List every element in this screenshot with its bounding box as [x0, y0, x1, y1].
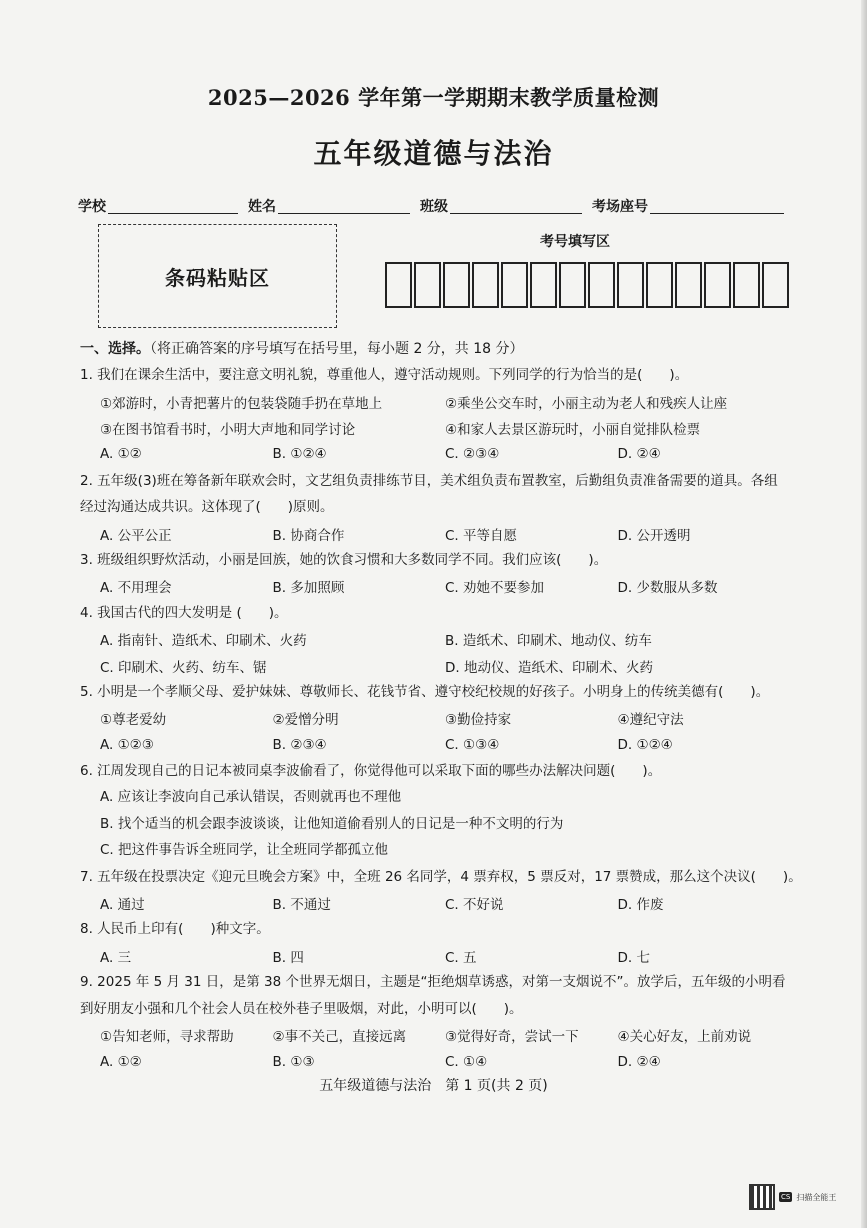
option-b[interactable]: B. 多加照顾 [272, 580, 345, 597]
option-d[interactable]: D. ①②④ [617, 736, 673, 753]
exam-number-box[interactable] [530, 262, 557, 308]
statement-list [80, 388, 790, 414]
exam-number-box[interactable] [675, 262, 702, 308]
option-c[interactable]: C. ②③④ [445, 446, 500, 463]
school-label: 学校 [78, 199, 106, 215]
student-info-row [78, 192, 808, 216]
option-c[interactable]: C. 五 [445, 949, 477, 966]
option-b[interactable]: B. ①③ [272, 1053, 315, 1070]
option-a[interactable]: A. 应该让李波向自己承认错误，否则就再也不理他 [100, 789, 402, 806]
subject-title: 五年级道德与法治 [313, 137, 554, 170]
question-list [80, 362, 802, 1075]
statement-list [80, 705, 790, 731]
exam-number-box[interactable] [617, 262, 644, 308]
barcode-label: 条码粘贴区 [165, 265, 270, 290]
option-c[interactable]: C. 印刷术、火药、纺车、锯 [100, 659, 267, 676]
question-6: 6. 江周发现自己的日记本被同桌李波偷看了，你觉得他可以采取下面的哪些办法解决问题( )。 [80, 762, 662, 779]
camscanner-logo: CS [781, 1193, 791, 1201]
option-list [80, 573, 790, 599]
statement-list [80, 1022, 790, 1048]
exam-number-box[interactable] [733, 262, 760, 308]
question-7: 7. 五年级在投票决定《迎元旦晚会方案》中，全班 26 名同学，4 票弃权，5 票反对，17 票赞成，那么这个决议( )。 [80, 868, 802, 885]
option-a[interactable]: A. 三 [100, 949, 132, 966]
exam-number-boxes [385, 262, 789, 308]
barcode-area [98, 224, 337, 328]
option-a[interactable]: A. 通过 [100, 897, 145, 914]
option-c[interactable]: C. 不好说 [445, 897, 504, 914]
question-5: 5. 小明是一个孝顺父母、爱护妹妹、尊敬师长、花钱节省、遵守校纪校规的好孩子。小明身上的传统美德有( )。 [80, 683, 770, 700]
option-list [80, 626, 790, 652]
exam-number-box[interactable] [443, 262, 470, 308]
watermark-text: 扫描全能王 [796, 1192, 837, 1202]
statement-item: ②爱憎分明 [272, 712, 339, 729]
option-d[interactable]: D. 七 [617, 949, 650, 966]
statement-item: ③勤俭持家 [445, 712, 512, 729]
section-note: （将正确答案的序号填写在括号里，每小题 2 分，共 18 分） [150, 341, 524, 357]
class-label: 班级 [420, 199, 448, 215]
statement-item: ③在图书馆看书时，小明大声地和同学讨论 [100, 421, 356, 438]
option-a[interactable]: A. 不用理会 [100, 580, 172, 597]
name-field[interactable] [278, 197, 410, 214]
statement-item: ④关心好友，上前劝说 [617, 1029, 752, 1046]
option-a[interactable]: A. ①② [100, 1053, 142, 1070]
qr-code-icon [749, 1184, 775, 1210]
question-4: 4. 我国古代的四大发明是 ( )。 [80, 604, 288, 621]
option-d[interactable]: D. ②④ [617, 446, 661, 463]
statement-item: ②乘坐公交车时，小丽主动为老人和残疾人让座 [445, 395, 728, 412]
exam-number-box[interactable] [559, 262, 586, 308]
section-title: 一、选择。 [80, 341, 150, 357]
exam-number-box[interactable] [472, 262, 499, 308]
statement-item: ①尊老爱幼 [100, 712, 167, 729]
scan-edge [861, 0, 867, 1228]
school-field[interactable] [108, 197, 238, 214]
statement-item: ①郊游时，小青把薯片的包装袋随手扔在草地上 [100, 395, 383, 412]
option-b[interactable]: B. 协商合作 [272, 527, 345, 544]
question-8: 8. 人民币上印有( )种文字。 [80, 921, 270, 938]
question-9: 9. 2025 年 5 月 31 日，是第 38 个世界无烟日，主题是“拒绝烟草诱惑，对第一支烟说不”。放学后，五年级的小明看到好朋友小强和几个社会人员在校外巷子里吸烟，对此，小明可以( )。 [80, 974, 786, 1017]
name-label: 姓名 [248, 199, 276, 215]
exam-number-box[interactable] [501, 262, 528, 308]
question-1: 1. 我们在课余生活中，要注意文明礼貌，尊重他人，遵守活动规则。下列同学的行为恰当的是( )。 [80, 367, 689, 383]
option-b[interactable]: B. 四 [272, 949, 304, 966]
option-list [80, 520, 790, 546]
exam-number-box[interactable] [704, 262, 731, 308]
option-b[interactable]: B. 找个适当的机会跟李波谈谈，让他知道偷看别人的日记是一种不文明的行为 [100, 815, 564, 832]
exam-number-label: 考号填写区 [540, 234, 610, 250]
option-b[interactable]: B. 不通过 [272, 897, 331, 914]
seat-field[interactable] [650, 197, 784, 214]
exam-number-box[interactable] [588, 262, 615, 308]
statement-item: ③觉得好奇，尝试一下 [445, 1029, 579, 1046]
section-heading [80, 338, 524, 358]
option-c[interactable]: C. 劝她不要参加 [445, 580, 545, 597]
question-2: 2. 五年级(3)班在筹备新年联欢会时，文艺组负责排练节目，美术组负责布置教室，后勤组负责准备需要的道具。各组经过沟通达成共识。这体现了( )原则。 [80, 472, 778, 515]
exam-number-box[interactable] [646, 262, 673, 308]
statement-item: ①告知老师，寻求帮助 [100, 1029, 234, 1046]
option-d[interactable]: D. 作废 [617, 897, 664, 914]
option-b[interactable]: B. 造纸术、印刷术、地动仪、纺车 [445, 633, 652, 650]
question-3: 3. 班级组织野炊活动，小丽是回族，她的饮食习惯和大多数同学不同。我们应该( )。 [80, 551, 608, 568]
option-c[interactable]: C. 平等自愿 [445, 527, 518, 544]
option-list [80, 441, 790, 467]
statement-item: ②事不关己，直接远离 [272, 1029, 407, 1046]
option-a[interactable]: A. 指南针、造纸术、印刷术、火药 [100, 633, 307, 650]
statement-list [80, 415, 790, 441]
option-list [80, 943, 790, 969]
option-d[interactable]: D. 公开透明 [617, 527, 691, 544]
option-list [80, 890, 790, 916]
statement-item: ④遵纪守法 [617, 712, 684, 729]
option-list [80, 652, 790, 678]
option-c[interactable]: C. 把这件事告诉全班同学，让全班同学都孤立他 [100, 842, 389, 859]
option-d[interactable]: D. ②④ [617, 1053, 661, 1070]
option-b[interactable]: B. ①②④ [272, 446, 327, 463]
option-c[interactable]: C. ①③④ [445, 736, 500, 753]
option-d[interactable]: D. 地动仪、造纸术、印刷术、火药 [445, 659, 653, 676]
exam-number-box[interactable] [414, 262, 441, 308]
statement-item: ④和家人去景区游玩时，小丽自觉排队检票 [445, 421, 701, 438]
exam-number-box[interactable] [762, 262, 789, 308]
option-c[interactable]: C. ①④ [445, 1053, 488, 1070]
option-list [80, 732, 790, 758]
option-b[interactable]: B. ②③④ [272, 736, 327, 753]
class-field[interactable] [450, 197, 582, 214]
seat-label: 考场座号 [592, 199, 648, 215]
exam-number-box[interactable] [385, 262, 412, 308]
scanner-watermark [749, 1180, 853, 1214]
page-footer: 五年级道德与法治 第 1 页(共 2 页) [319, 1078, 548, 1094]
exam-title: 2025—2026 学年第一学期期末教学质量检测 [207, 85, 660, 110]
option-a[interactable]: A. 公平公正 [100, 527, 172, 544]
option-d[interactable]: D. 少数服从多数 [617, 580, 718, 597]
option-list [80, 1048, 790, 1074]
option-a[interactable]: A. ①② [100, 446, 142, 463]
option-a[interactable]: A. ①②③ [100, 736, 154, 753]
